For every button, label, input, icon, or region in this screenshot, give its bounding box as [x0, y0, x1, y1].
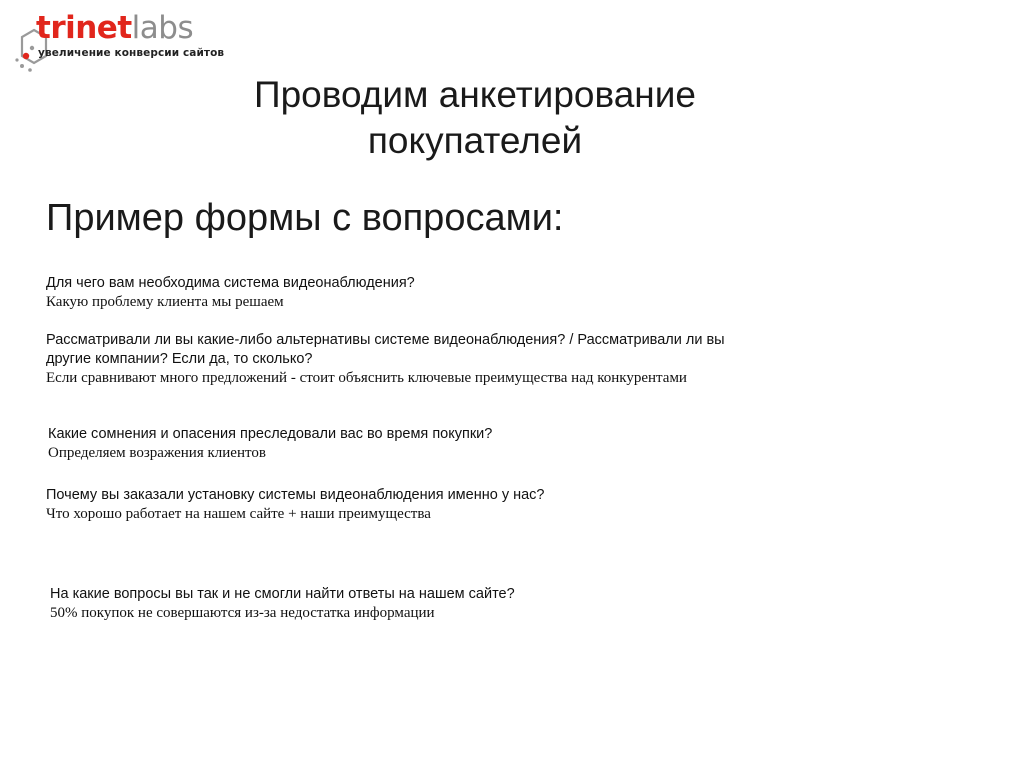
qa-item	[48, 425, 768, 463]
slide-title-line2: покупателей	[367, 120, 583, 161]
question-text: Рассматривали ли вы какие-либо альтернативы системе видеонаблюдения? / Рассматривали ли вы другие компании? Если да, то сколько?	[46, 332, 725, 367]
logo-wordmark	[36, 8, 193, 48]
answer-text: Что хорошо работает на нашем сайте + наши преимущества	[46, 506, 431, 522]
answer-text: Если сравнивают много предложений - стоит объяснить ключевые преимущества над конкурентами	[46, 370, 687, 386]
logo-word-labs: labs	[131, 10, 194, 46]
slide-subtitle: Пример формы с вопросами:	[46, 197, 564, 239]
question-text: Почему вы заказали установку системы видеонаблюдения именно у нас?	[46, 487, 545, 503]
question-text: Для чего вам необходима система видеонаблюдения?	[46, 275, 415, 291]
qa-item	[50, 585, 770, 623]
slide-title	[150, 72, 800, 164]
slide-title-line1: Проводим анкетирование	[254, 74, 696, 115]
logo-tagline: увеличение конверсии сайтов	[38, 47, 225, 59]
answer-text: 50% покупок не совершаются из-за недостатка информации	[50, 605, 435, 621]
answer-text: Определяем возражения клиентов	[48, 445, 266, 461]
qa-item	[46, 331, 766, 388]
question-text: На какие вопросы вы так и не смогли найти ответы на нашем сайте?	[50, 586, 515, 602]
logo-word-trinet: trinet	[36, 10, 132, 46]
answer-text: Какую проблему клиента мы решаем	[46, 294, 284, 310]
question-text: Какие сомнения и опасения преследовали вас во время покупки?	[48, 426, 493, 442]
qa-item	[46, 486, 766, 524]
qa-item	[46, 274, 766, 312]
